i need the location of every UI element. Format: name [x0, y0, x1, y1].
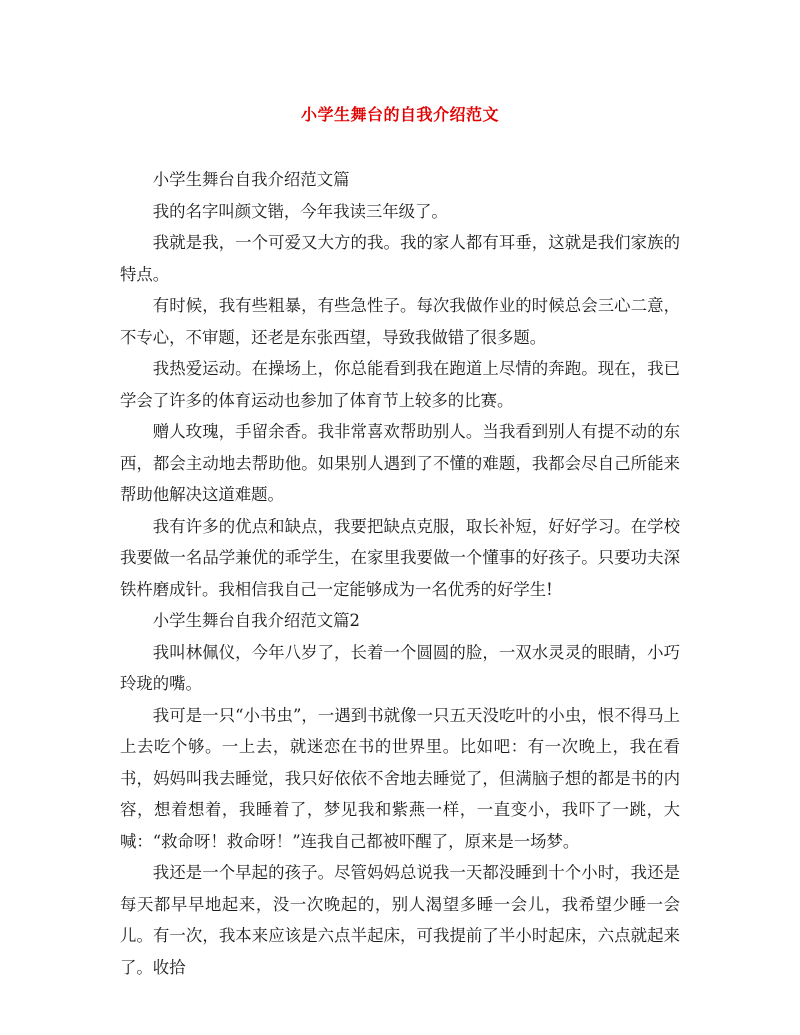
paragraph: 我热爱运动。在操场上，你总能看到我在跑道上尽情的奔跑。现在，我已学会了许多的体育运动也参加了体育节上较多的比赛。 [120, 359, 680, 410]
paragraph: 我有许多的优点和缺点，我要把缺点克服，取长补短，好好学习。在学校我要做一名品学兼优的乖学生，在家里我要做一个懂事的好孩子。只要功夫深铁杵磨成针。我相信我自己一定能够成为一名优秀的好学生! [120, 516, 680, 599]
paragraph: 有时候，我有些粗暴，有些急性子。每次我做作业的时候总会三心二意，不专心，不审题，还老是东张西望，导致我做错了很多题。 [120, 296, 680, 347]
document-body [120, 164, 680, 983]
paragraph: 我就是我，一个可爱又大方的我。我的家人都有耳垂，这就是我们家族的特点。 [120, 233, 680, 284]
document-title: 小学生舞台的自我介绍范文 [300, 105, 499, 124]
paragraph: 我可是一只“小书虫”，一遇到书就像一只五天没吃叶的小虫，恨不得马上上去吃个够。一上去，就迷恋在书的世界里。比如吧：有一次晚上，我在看书，妈妈叫我去睡觉，我只好依依不舍地去睡觉了，但满脑子想的都是书的内容，想着想着，我睡着了，梦见我和紫燕一样，一直变小，我吓了一跳，大喊：“救命呀！救命呀！”连我自己都被吓醒了，原来是一场梦。 [120, 705, 680, 851]
paragraph: 我的名字叫颜文锴，今年我读三年级了。 [152, 201, 448, 221]
paragraph: 赠人玫瑰，手留余香。我非常喜欢帮助别人。当我看到别人有提不动的东西，都会主动地去帮助他。如果别人遇到了不懂的难题，我都会尽自己所能来帮助他解决这道难题。 [120, 422, 680, 504]
paragraph: 我还是一个早起的孩子。尽管妈妈总说我一天都没睡到十个小时，我还是每天都早早地起来，没一次晚起的，别人渴望多睡一会儿，我希望少睡一会儿。有一次，我本来应该是六点半起床，可我提前了半小时起床，六点就起来了。收拾 [120, 863, 680, 977]
section-heading-1: 小学生舞台自我介绍范文篇 [152, 170, 350, 189]
section-heading-2: 小学生舞台自我介绍范文篇2 [152, 611, 360, 630]
paragraph: 我叫林佩仪，今年八岁了，长着一个圆圆的脸，一双水灵灵的眼睛，小巧玲珑的嘴。 [120, 642, 680, 693]
